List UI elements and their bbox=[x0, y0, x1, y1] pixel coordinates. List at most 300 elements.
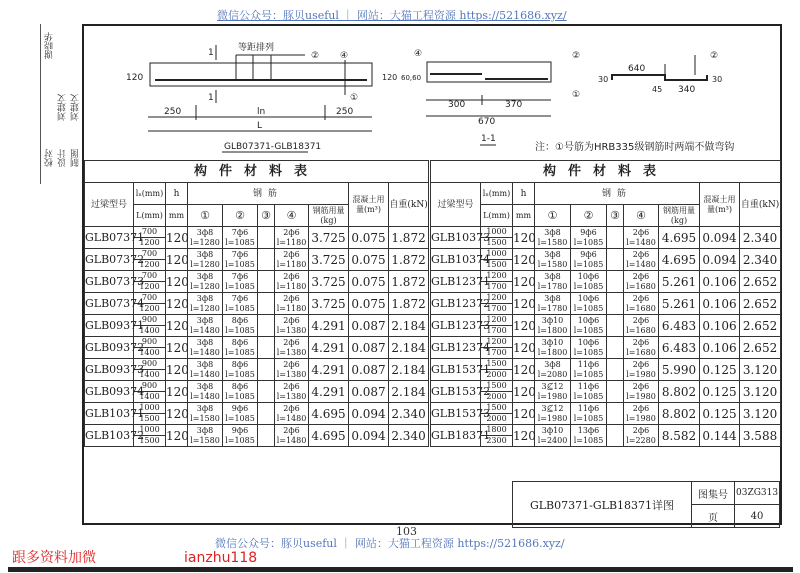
weight-kn: 2.184 bbox=[389, 337, 429, 359]
bar1-cell bbox=[535, 271, 571, 293]
ln-value: 1500 bbox=[481, 403, 512, 414]
concrete-m3: 0.087 bbox=[349, 359, 389, 381]
bar1-length: l=1780 bbox=[537, 281, 568, 291]
h-value: 120 bbox=[513, 315, 535, 337]
bar1-cell bbox=[188, 315, 223, 337]
bar2-cell bbox=[571, 249, 607, 271]
h-value: 120 bbox=[513, 293, 535, 315]
dim-L: L bbox=[257, 121, 263, 131]
steel-kg: 4.695 bbox=[309, 403, 349, 425]
beam-type: GLB10371 bbox=[85, 403, 134, 425]
steel-kg: 5.990 bbox=[659, 359, 700, 381]
steel-kg: 4.695 bbox=[659, 227, 700, 249]
bar2-length: l=1085 bbox=[573, 303, 604, 313]
dim-end-left: 250 bbox=[164, 107, 182, 117]
h-value: 120 bbox=[166, 359, 188, 381]
table-row bbox=[85, 249, 429, 271]
signer-name: 刘建文 bbox=[58, 94, 68, 121]
drawing-title: GLB07371-GLB18371详图 bbox=[513, 482, 692, 528]
header-bar-1: ① bbox=[535, 205, 571, 227]
table-row bbox=[85, 293, 429, 315]
bar1-cell bbox=[535, 337, 571, 359]
bar4-length: l=1180 bbox=[276, 303, 307, 313]
h-value: 120 bbox=[166, 403, 188, 425]
table-row bbox=[85, 381, 429, 403]
header-bar-1: ① bbox=[188, 205, 223, 227]
beam-type: GLB07373 bbox=[85, 271, 134, 293]
bar1-length: l=1980 bbox=[537, 413, 568, 423]
bar4-cell bbox=[624, 403, 659, 425]
weight-kn: 2.184 bbox=[389, 315, 429, 337]
bar1-spec: 3ф8 bbox=[196, 271, 214, 281]
bar4-length: l=1380 bbox=[276, 369, 307, 379]
steel-kg: 8.802 bbox=[659, 381, 700, 403]
bar2-length: l=1085 bbox=[573, 391, 604, 401]
bar4-cell bbox=[624, 337, 659, 359]
header-rebar: 钢筋 bbox=[535, 183, 700, 205]
bar4-spec: 2ф6 bbox=[283, 315, 300, 325]
bar1-cell bbox=[188, 293, 223, 315]
header-weight: 自重(kN) bbox=[389, 183, 429, 227]
bar2-cell bbox=[223, 425, 258, 447]
bar3-cell bbox=[258, 381, 275, 403]
bar2-length: l=1085 bbox=[573, 369, 604, 379]
dim-670: 670 bbox=[478, 117, 496, 127]
h-value: 120 bbox=[513, 249, 535, 271]
bar4-length: l=1480 bbox=[276, 413, 307, 423]
bar1-spec: 3ф8 bbox=[196, 403, 214, 413]
bar2-cell bbox=[223, 359, 258, 381]
ln-value: 1200 bbox=[481, 293, 512, 304]
section-dims: 60,60 bbox=[401, 74, 422, 82]
bar4-cell bbox=[275, 359, 309, 381]
bar1-length: l=1480 bbox=[190, 325, 220, 335]
bar2-cell bbox=[223, 249, 258, 271]
steel-kg: 6.483 bbox=[659, 337, 700, 359]
bar1-length: l=1580 bbox=[537, 259, 568, 269]
bar1-spec: 3ф10 bbox=[541, 315, 564, 325]
h-value: 120 bbox=[166, 293, 188, 315]
steel-kg: 4.695 bbox=[659, 249, 700, 271]
h-value: 120 bbox=[166, 227, 188, 249]
L-value: 2000 bbox=[486, 392, 507, 401]
beam-type: GLB12372 bbox=[431, 293, 481, 315]
table-row bbox=[85, 403, 429, 425]
concrete-m3: 0.075 bbox=[349, 249, 389, 271]
ln-value: 1000 bbox=[134, 403, 165, 414]
table-row bbox=[431, 425, 781, 447]
ln-value: 1000 bbox=[481, 227, 512, 238]
header-rebar: 钢筋 bbox=[188, 183, 349, 205]
header-type: 过梁型号 bbox=[431, 183, 481, 227]
ln-value: 1200 bbox=[481, 315, 512, 326]
section-mark: 1 bbox=[208, 93, 214, 103]
table-row bbox=[85, 271, 429, 293]
bar2-cell bbox=[223, 337, 258, 359]
mark-2: ② bbox=[572, 51, 581, 61]
bar2-spec: 9ф6 bbox=[231, 425, 249, 435]
bar4-cell bbox=[624, 425, 659, 447]
bar3-cell bbox=[258, 403, 275, 425]
bar4-cell bbox=[275, 403, 309, 425]
bar2-cell bbox=[571, 425, 607, 447]
header-mm: mm bbox=[166, 205, 188, 227]
red-ad-left: 跟多资料加微 bbox=[12, 550, 96, 566]
page-number: 103 bbox=[396, 525, 417, 538]
table-row bbox=[431, 403, 781, 425]
ln-value: 700 bbox=[134, 293, 165, 304]
bar1-cell bbox=[188, 381, 223, 403]
bar1-length: l=1280 bbox=[190, 281, 220, 291]
bar1-length: l=1480 bbox=[190, 391, 220, 401]
bar4-length: l=1180 bbox=[276, 281, 307, 291]
steel-kg: 3.725 bbox=[309, 271, 349, 293]
header-h: h bbox=[166, 183, 188, 205]
bar1-length: l=1580 bbox=[190, 435, 220, 445]
bar1-length: l=1480 bbox=[190, 347, 220, 357]
page-label: 页 bbox=[692, 505, 735, 528]
L-value: 1500 bbox=[139, 436, 160, 445]
weight-kn: 3.120 bbox=[740, 403, 781, 425]
red-ad-right: ianzhu118 bbox=[184, 550, 258, 566]
ln-value: 700 bbox=[134, 271, 165, 282]
weight-kn: 3.588 bbox=[740, 425, 781, 447]
L-value: 1700 bbox=[486, 326, 507, 335]
L-value: 2300 bbox=[486, 436, 507, 445]
concrete-m3: 0.106 bbox=[700, 337, 740, 359]
bar1-cell bbox=[535, 315, 571, 337]
beam-type: GLB12373 bbox=[431, 315, 481, 337]
dim-370: 370 bbox=[505, 100, 523, 110]
bar2-cell bbox=[223, 403, 258, 425]
ln-value: 900 bbox=[134, 315, 165, 326]
bar1-cell bbox=[535, 249, 571, 271]
bar4-length: l=1980 bbox=[626, 413, 656, 423]
steel-kg: 4.291 bbox=[309, 359, 349, 381]
bar1-spec: 3ф8 bbox=[196, 425, 214, 435]
bar4-cell bbox=[275, 337, 309, 359]
weight-kn: 2.340 bbox=[389, 425, 429, 447]
concrete-m3: 0.094 bbox=[700, 249, 740, 271]
mark-2: ② bbox=[311, 51, 320, 61]
L-value: 1500 bbox=[486, 260, 507, 269]
bar1-cell bbox=[188, 337, 223, 359]
bar2-cell bbox=[571, 293, 607, 315]
table-row bbox=[431, 293, 781, 315]
bar2-spec: 13ф6 bbox=[577, 425, 600, 435]
bar-dim-30: 30 bbox=[598, 75, 609, 84]
bar1-spec: 3ф8 bbox=[196, 359, 214, 369]
bar3-cell bbox=[607, 315, 624, 337]
concrete-m3: 0.125 bbox=[700, 359, 740, 381]
concrete-m3: 0.094 bbox=[349, 403, 389, 425]
bar1-spec: 3ф8 bbox=[196, 227, 214, 237]
bar1-spec: 3ф8 bbox=[196, 249, 214, 259]
weight-kn: 3.120 bbox=[740, 381, 781, 403]
L-value: 1700 bbox=[486, 282, 507, 291]
bar4-cell bbox=[624, 381, 659, 403]
drawing-caption: GLB07371-GLB18371 bbox=[224, 142, 322, 152]
bar1-spec: 3ф10 bbox=[541, 337, 564, 347]
L-value: 1400 bbox=[139, 392, 160, 401]
weight-kn: 1.872 bbox=[389, 249, 429, 271]
table-row bbox=[431, 249, 781, 271]
bar3-cell bbox=[607, 227, 624, 249]
watermark-top: 微信公众号：豚贝useful ｜ 网站：大猫工程资源 https://521686.xyz/ bbox=[217, 9, 567, 22]
table-title: 构件材料表 bbox=[431, 161, 781, 183]
role-label: 校对 bbox=[45, 149, 55, 167]
h-value: 120 bbox=[166, 337, 188, 359]
bar1-length: l=1280 bbox=[190, 259, 220, 269]
bar4-cell bbox=[275, 249, 309, 271]
bar3-cell bbox=[607, 403, 624, 425]
bar1-cell bbox=[188, 249, 223, 271]
bar4-length: l=1380 bbox=[276, 325, 307, 335]
bar1-length: l=1580 bbox=[537, 237, 568, 247]
concrete-m3: 0.144 bbox=[700, 425, 740, 447]
bar1-cell bbox=[188, 271, 223, 293]
bar4-length: l=1680 bbox=[626, 347, 656, 357]
concrete-m3: 0.106 bbox=[700, 271, 740, 293]
mark-4: ④ bbox=[414, 49, 423, 59]
bar4-length: l=1380 bbox=[276, 391, 307, 401]
dim-ln: ln bbox=[257, 107, 266, 117]
steel-kg: 4.291 bbox=[309, 337, 349, 359]
table-row bbox=[85, 315, 429, 337]
bar3-cell bbox=[258, 315, 275, 337]
bar1-spec: 3ф8 bbox=[544, 249, 561, 259]
beam-type: GLB12374 bbox=[431, 337, 481, 359]
beam-drawings bbox=[0, 0, 800, 160]
bar2-cell bbox=[571, 227, 607, 249]
bar2-spec: 11ф6 bbox=[577, 403, 600, 413]
weight-kn: 2.340 bbox=[740, 227, 781, 249]
bar2-cell bbox=[571, 359, 607, 381]
steel-kg: 3.725 bbox=[309, 249, 349, 271]
beam-type: GLB07374 bbox=[85, 293, 134, 315]
bar4-cell bbox=[624, 227, 659, 249]
bar4-cell bbox=[275, 227, 309, 249]
signer-name: 谢晓华 bbox=[45, 32, 55, 59]
beam-type: GLB15373 bbox=[431, 403, 481, 425]
bar2-spec: 10ф6 bbox=[577, 315, 600, 325]
bar4-cell bbox=[275, 315, 309, 337]
beam-type: GLB12371 bbox=[431, 271, 481, 293]
h-value: 120 bbox=[166, 249, 188, 271]
bar1-spec: 3ф10 bbox=[541, 425, 564, 435]
L-value: 2000 bbox=[486, 370, 507, 379]
role-label: 设计 bbox=[58, 149, 68, 167]
weight-kn: 1.872 bbox=[389, 271, 429, 293]
bar1-cell bbox=[535, 403, 571, 425]
bar2-length: l=1085 bbox=[225, 435, 255, 445]
bar4-length: l=1180 bbox=[276, 259, 307, 269]
h-value: 120 bbox=[513, 227, 535, 249]
bar4-length: l=1680 bbox=[626, 303, 656, 313]
bar4-spec: 2ф6 bbox=[283, 337, 300, 347]
beam-type: GLB18371 bbox=[431, 425, 481, 447]
L-value: 1700 bbox=[486, 348, 507, 357]
ln-value: 1500 bbox=[481, 381, 512, 392]
bar4-length: l=1480 bbox=[626, 259, 656, 269]
bar2-cell bbox=[571, 381, 607, 403]
bar1-length: l=1580 bbox=[190, 413, 220, 423]
weight-kn: 2.184 bbox=[389, 359, 429, 381]
bar4-cell bbox=[624, 271, 659, 293]
h-value: 120 bbox=[166, 271, 188, 293]
table-row bbox=[431, 381, 781, 403]
section-caption: 1-1 bbox=[481, 134, 496, 144]
header-ln: lₙ(mm) bbox=[134, 183, 166, 205]
weight-kn: 2.652 bbox=[740, 271, 781, 293]
material-table-right bbox=[430, 160, 781, 447]
bar2-spec: 7ф6 bbox=[231, 227, 249, 237]
bar4-spec: 2ф6 bbox=[632, 425, 650, 435]
weight-kn: 2.652 bbox=[740, 337, 781, 359]
table-row bbox=[85, 227, 429, 249]
bar3-cell bbox=[258, 359, 275, 381]
steel-kg: 4.291 bbox=[309, 381, 349, 403]
bar-dim-30: 30 bbox=[712, 75, 723, 84]
bar3-cell bbox=[607, 337, 624, 359]
header-bar-2: ② bbox=[571, 205, 607, 227]
bar4-cell bbox=[624, 359, 659, 381]
bar2-spec: 8ф6 bbox=[231, 337, 249, 347]
bar4-spec: 2ф6 bbox=[632, 359, 650, 369]
bar4-cell bbox=[275, 381, 309, 403]
bar2-cell bbox=[223, 381, 258, 403]
beam-type: GLB09371 bbox=[85, 315, 134, 337]
bar1-length: l=1480 bbox=[190, 369, 220, 379]
bar1-length: l=1800 bbox=[537, 325, 568, 335]
header-L: L(mm) bbox=[134, 205, 166, 227]
bar1-length: l=2080 bbox=[537, 369, 568, 379]
bar3-cell bbox=[607, 425, 624, 447]
header-concrete: 混凝土用量(m³) bbox=[349, 183, 389, 227]
section-height: 120 bbox=[382, 73, 398, 82]
steel-kg: 5.261 bbox=[659, 293, 700, 315]
L-value: 1200 bbox=[139, 282, 160, 291]
bar1-cell bbox=[535, 381, 571, 403]
concrete-m3: 0.087 bbox=[349, 381, 389, 403]
bar3-cell bbox=[607, 271, 624, 293]
bar2-spec: 7ф6 bbox=[231, 271, 249, 281]
bar4-cell bbox=[624, 315, 659, 337]
bar1-spec: 3ф8 bbox=[544, 227, 561, 237]
bar-dim-640: 640 bbox=[628, 64, 646, 74]
bar2-cell bbox=[223, 271, 258, 293]
beam-type: GLB07372 bbox=[85, 249, 134, 271]
table-title: 构件材料表 bbox=[85, 161, 429, 183]
header-steel: 钢筋用量(kg) bbox=[309, 205, 349, 227]
bar1-spec: 3ф8 bbox=[196, 315, 214, 325]
header-bar-4: ④ bbox=[624, 205, 659, 227]
bar-dim-340: 340 bbox=[678, 85, 696, 95]
bar4-length: l=1980 bbox=[626, 369, 656, 379]
bar1-length: l=2400 bbox=[537, 435, 568, 445]
bar2-spec: 9ф6 bbox=[580, 249, 597, 259]
bar3-cell bbox=[258, 337, 275, 359]
bar1-spec: 3ф8 bbox=[196, 293, 214, 303]
bar1-cell bbox=[535, 425, 571, 447]
bar2-cell bbox=[571, 271, 607, 293]
bar1-spec: 3⊈12 bbox=[541, 381, 564, 391]
bar2-length: l=1085 bbox=[225, 325, 255, 335]
bar4-cell bbox=[275, 271, 309, 293]
h-value: 120 bbox=[513, 337, 535, 359]
bar3-cell bbox=[258, 293, 275, 315]
table-row bbox=[431, 337, 781, 359]
concrete-m3: 0.087 bbox=[349, 315, 389, 337]
bar4-spec: 2ф6 bbox=[632, 337, 650, 347]
signer-name: 刘建文 bbox=[71, 94, 81, 121]
bar1-spec: 3ф8 bbox=[544, 359, 561, 369]
bar4-cell bbox=[624, 249, 659, 271]
L-value: 1400 bbox=[139, 326, 160, 335]
dim-end-right: 250 bbox=[336, 107, 354, 117]
L-value: 1200 bbox=[139, 304, 160, 313]
concrete-m3: 0.106 bbox=[700, 293, 740, 315]
bar4-cell bbox=[624, 293, 659, 315]
bar1-length: l=1780 bbox=[537, 303, 568, 313]
weight-kn: 1.872 bbox=[389, 227, 429, 249]
bar2-cell bbox=[223, 315, 258, 337]
bar2-spec: 9ф6 bbox=[580, 227, 597, 237]
header-mm: mm bbox=[513, 205, 535, 227]
table-row bbox=[431, 271, 781, 293]
ln-value: 1500 bbox=[481, 359, 512, 370]
bar4-spec: 2ф6 bbox=[283, 403, 300, 413]
bar4-spec: 2ф6 bbox=[632, 249, 650, 259]
h-value: 120 bbox=[513, 403, 535, 425]
bar4-cell bbox=[275, 425, 309, 447]
bar2-spec: 10ф6 bbox=[577, 271, 600, 281]
L-value: 1700 bbox=[486, 304, 507, 313]
header-weight: 自重(kN) bbox=[740, 183, 781, 227]
bar2-cell bbox=[571, 315, 607, 337]
L-value: 2000 bbox=[486, 414, 507, 423]
bar4-spec: 2ф6 bbox=[283, 381, 300, 391]
bar1-spec: 3⊈12 bbox=[541, 403, 564, 413]
bar2-spec: 8ф6 bbox=[231, 381, 249, 391]
concrete-m3: 0.125 bbox=[700, 381, 740, 403]
h-value: 120 bbox=[166, 315, 188, 337]
bar1-length: l=1280 bbox=[190, 237, 220, 247]
table-row bbox=[431, 227, 781, 249]
table-row bbox=[85, 359, 429, 381]
steel-kg: 4.695 bbox=[309, 425, 349, 447]
bar2-spec: 8ф6 bbox=[231, 315, 249, 325]
header-concrete: 混凝土用量(m³) bbox=[700, 183, 740, 227]
steel-kg: 3.725 bbox=[309, 293, 349, 315]
bar2-length: l=1085 bbox=[225, 303, 255, 313]
ln-value: 900 bbox=[134, 381, 165, 392]
title-block bbox=[512, 481, 780, 528]
beam-type: GLB15371 bbox=[431, 359, 481, 381]
bar4-length: l=2280 bbox=[626, 435, 656, 445]
bar3-cell bbox=[607, 381, 624, 403]
header-steel: 钢筋用量(kg) bbox=[659, 205, 700, 227]
beam-type: GLB10373 bbox=[431, 227, 481, 249]
ln-value: 1200 bbox=[481, 337, 512, 348]
h-value: 120 bbox=[513, 381, 535, 403]
concrete-m3: 0.094 bbox=[349, 425, 389, 447]
beam-type: GLB07371 bbox=[85, 227, 134, 249]
bar2-spec: 10ф6 bbox=[577, 293, 600, 303]
ln-value: 1800 bbox=[481, 425, 512, 436]
bar4-spec: 2ф6 bbox=[283, 271, 300, 281]
bar1-cell bbox=[188, 403, 223, 425]
